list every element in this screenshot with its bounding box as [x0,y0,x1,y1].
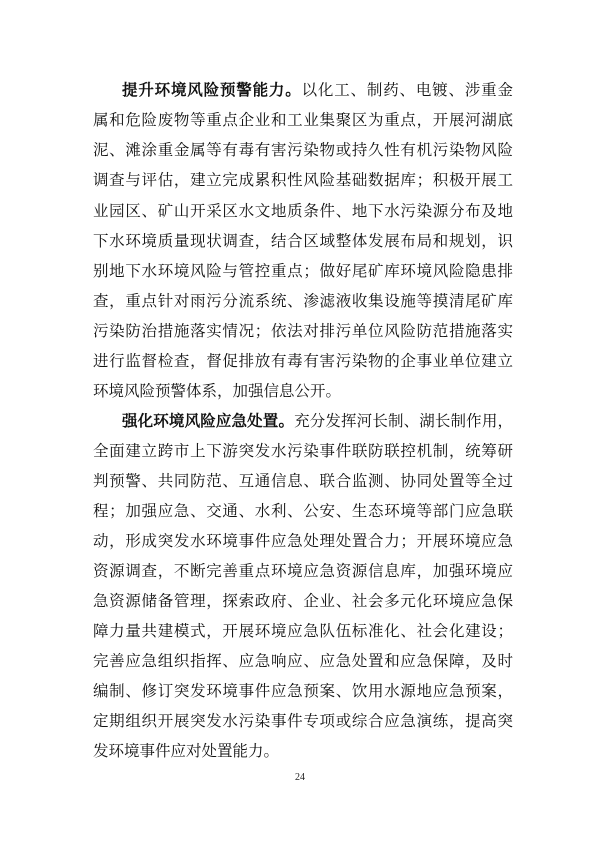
paragraph-line: 业园区、矿山开采区水文地质条件、地下水污染源分布及地 [93,202,513,220]
paragraph-line: 发环境事件应对处置能力。 [93,742,280,760]
paragraph-line: 环境风险预警体系，加强信息公开。 [93,382,342,400]
paragraph-line: 别地下水环境风险与管控重点；做好尾矿库环境风险隐患排 [93,262,513,280]
paragraph-line: 下水环境质量现状调查，结合区域整体发展布局和规划，识 [93,232,513,250]
paragraph-line: 障力量共建模式，开展环境应急队伍标准化、社会化建设； [93,622,513,640]
paragraph-text: 以化工、制药、电镀、涉重金 [301,81,513,99]
paragraph-line: 进行监督检查，督促排放有毒有害污染物的企事业单位建立 [93,352,513,370]
paragraph-line: 急资源储备管理，探索政府、企业、社会多元化环境应急保 [93,592,513,610]
paragraph-line: 污染防治措施落实情况；依法对排污单位风险防范措施落实 [93,322,513,340]
paragraph-heading: 强化环境风险应急处置。 [122,412,295,430]
page-number: 24 [295,772,305,783]
paragraph-line: 泥、滩涂重金属等有毒有害污染物或持久性有机污染物风险 [93,141,513,159]
paragraph-text: 充分发挥河长制、湖长制作用， [294,412,513,430]
paragraph-heading: 提升环境风险预警能力。 [122,81,302,99]
paragraph-line: 资源调查，不断完善重点环境应急资源信息库，加强环境应 [93,562,513,580]
paragraph-line: 程；加强应急、交通、水利、公安、生态环境等部门应急联 [93,502,513,520]
paragraph-line: 调查与评估，建立完成累积性风险基础数据库；积极开展工 [93,171,513,189]
paragraph-first-line [122,75,513,105]
paragraph-line: 完善应急组织指挥、应急响应、应急处置和应急保障，及时 [93,652,513,670]
paragraph-line: 定期组织开展突发水污染事件专项或综合应急演练，提高突 [93,712,513,730]
paragraph-line: 属和危险废物等重点企业和工业集聚区为重点，开展河湖底 [93,111,513,129]
paragraph-line: 判预警、共同防范、互通信息、联合监测、协同处置等全过 [93,472,513,490]
paragraph-line: 查，重点针对雨污分流系统、渗滤液收集设施等摸清尾矿库 [93,292,513,310]
paragraph-line: 动，形成突发水环境事件应急处理处置合力；开展环境应急 [93,532,513,550]
paragraph-first-line [122,406,513,436]
paragraph-line: 全面建立跨市上下游突发水污染事件联防联控机制，统筹研 [93,442,513,460]
paragraph-line: 编制、修订突发环境事件应急预案、饮用水源地应急预案， [93,682,513,700]
